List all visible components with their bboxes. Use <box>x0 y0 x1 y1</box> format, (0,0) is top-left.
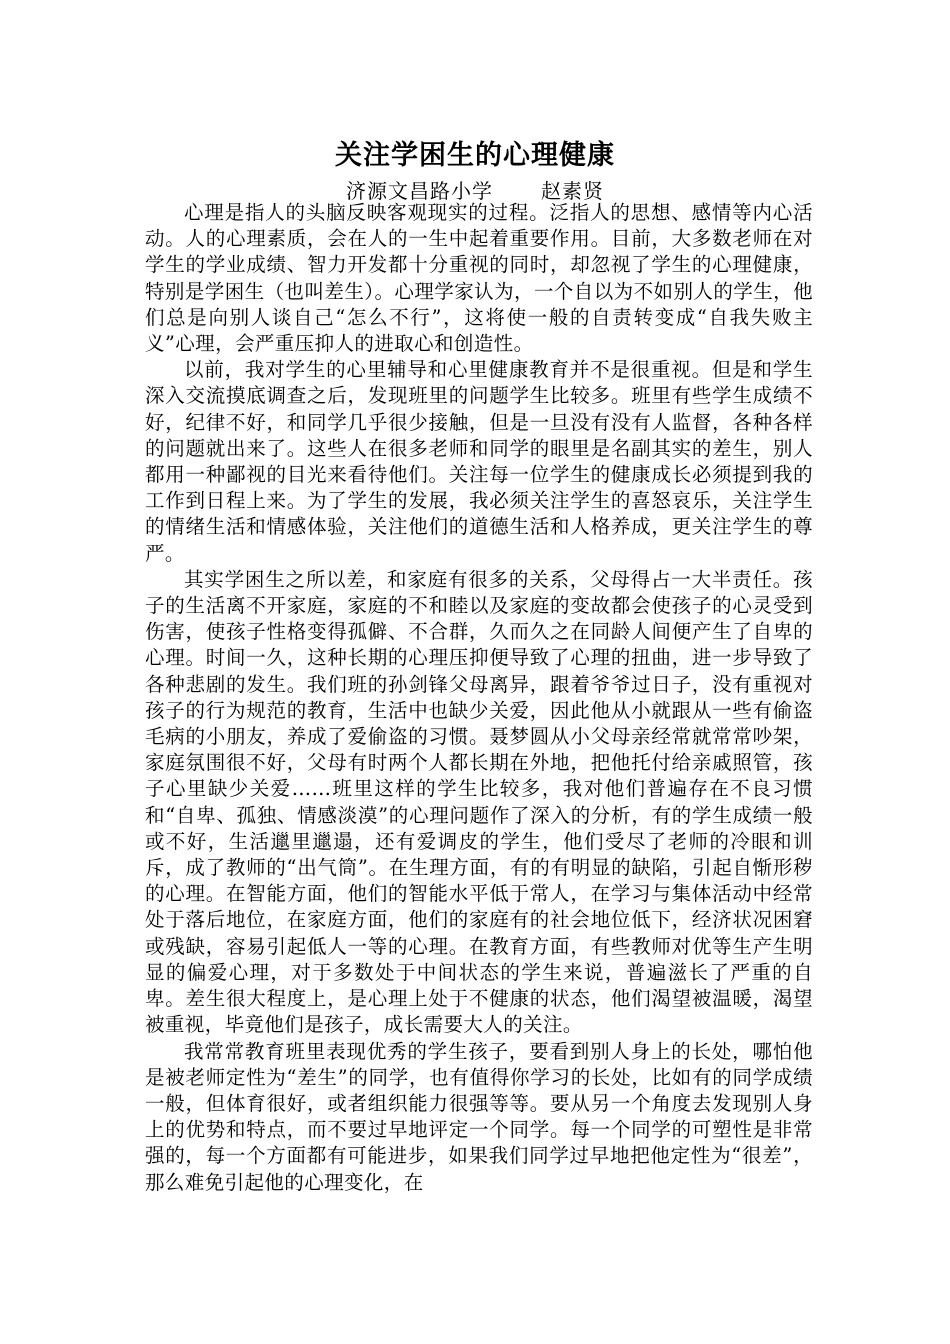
paragraph: 其实学困生之所以差，和家庭有很多的关系，父母得占一大半责任。孩子的生活离不开家庭，家庭的不和睦以及家庭的变故都会使孩子的心灵受到伤害，使孩子性格变得孤僻、不合群，久而久之在同龄人间便产生了自卑的心理。时间一久，这种长期的心理压抑便导致了心理的扭曲，进一步导致了各种悲剧的发生。我们班的孙剑锋父母离异，跟着爷爷过日子，没有重视对孩子的行为规范的教育，生活中也缺少关爱，因此他从小就跟从一些有偷盗毛病的小朋友，养成了爱偷盗的习惯。聂梦圆从小父母亲经常就常常吵架，家庭氛围很不好，父母有时两个人都长期在外地，把他托付给亲戚照管，孩子心里缺少关爱……班里这样的学生比较多，我对他们普遍存在不良习惯和“自卑、孤独、情感淡漠”的心理问题作了深入的分析，有的学生成绩一般或不好，生活邋里邋遢，还有爱调皮的学生，他们受尽了老师的冷眼和训斥，成了教师的“出气筒”。在生理方面，有的有明显的缺陷，引起自惭形秽的心理。在智能方面，他们的智能水平低于常人，在学习与集体活动中经常处于落后地位，在家庭方面，他们的家庭有的社会地位低下，经济状况困窘或残缺，容易引起低人一等的心理。在教育方面，有些教师对优等生产生明显的偏爱心理，对于多数处于中间状态的学生来说，普遍滋长了严重的自卑。差生很大程度上，是心理上处于不健康的状态，他们渴望被温暖，渴望被重视，毕竟他们是孩子，成长需要大人的关注。 <box>145 567 813 1037</box>
paragraph: 心理是指人的头脑反映客观现实的过程。泛指人的思想、感情等内心活动。人的心理素质，会在人的一生中起着重要作用。目前，大多数老师在对学生的学业成绩、智力开发都十分重视的同时，却忽视了学生的心理健康，特别是学困生（也叫差生）。心理学家认为，一个自以为不如别人的学生，他们总是向别人谈自己“怎么不行”，这将使一般的自责转变成“自我失败主义”心理，会严重压抑人的进取心和创造性。 <box>145 201 813 356</box>
author-name: 赵素贤 <box>541 179 604 203</box>
document-title: 关注学困生的心理健康 <box>335 140 615 171</box>
article-body <box>145 200 813 1196</box>
school-name: 济源文昌路小学 <box>346 179 493 203</box>
paragraph: 我常常教育班里表现优秀的学生孩子，要看到别人身上的长处，哪怕他是被老师定性为“差生”的同学，也有值得你学习的长处，比如有的同学成绩一般，但体育很好，或者组织能力很强等等。要从另一个角度去发现别人身上的优势和特点，而不要过早地评定一个同学。每一个同学的可塑性是非常强的，每一个方面都有可能进步，如果我们同学过早地把他定性为“很差”，那么难免引起他的心理变化，在 <box>145 1039 813 1194</box>
paragraph: 以前，我对学生的心里辅导和心里健康教育并不是很重视。但是和学生深入交流摸底调查之后，发现班里的问题学生比较多。班里有些学生成绩不好，纪律不好，和同学几乎很少接触，但是一旦没有没有人监督，各种各样的问题就出来了。这些人在很多老师和同学的眼里是名副其实的差生，别人都用一种鄙视的目光来看待他们。关注每一位学生的健康成长必须提到我的工作到日程上来。为了学生的发展，我必须关注学生的喜怒哀乐，关注学生的情绪生活和情感体验，关注他们的道德生活和人格养成，更关注学生的尊严。 <box>145 358 813 565</box>
